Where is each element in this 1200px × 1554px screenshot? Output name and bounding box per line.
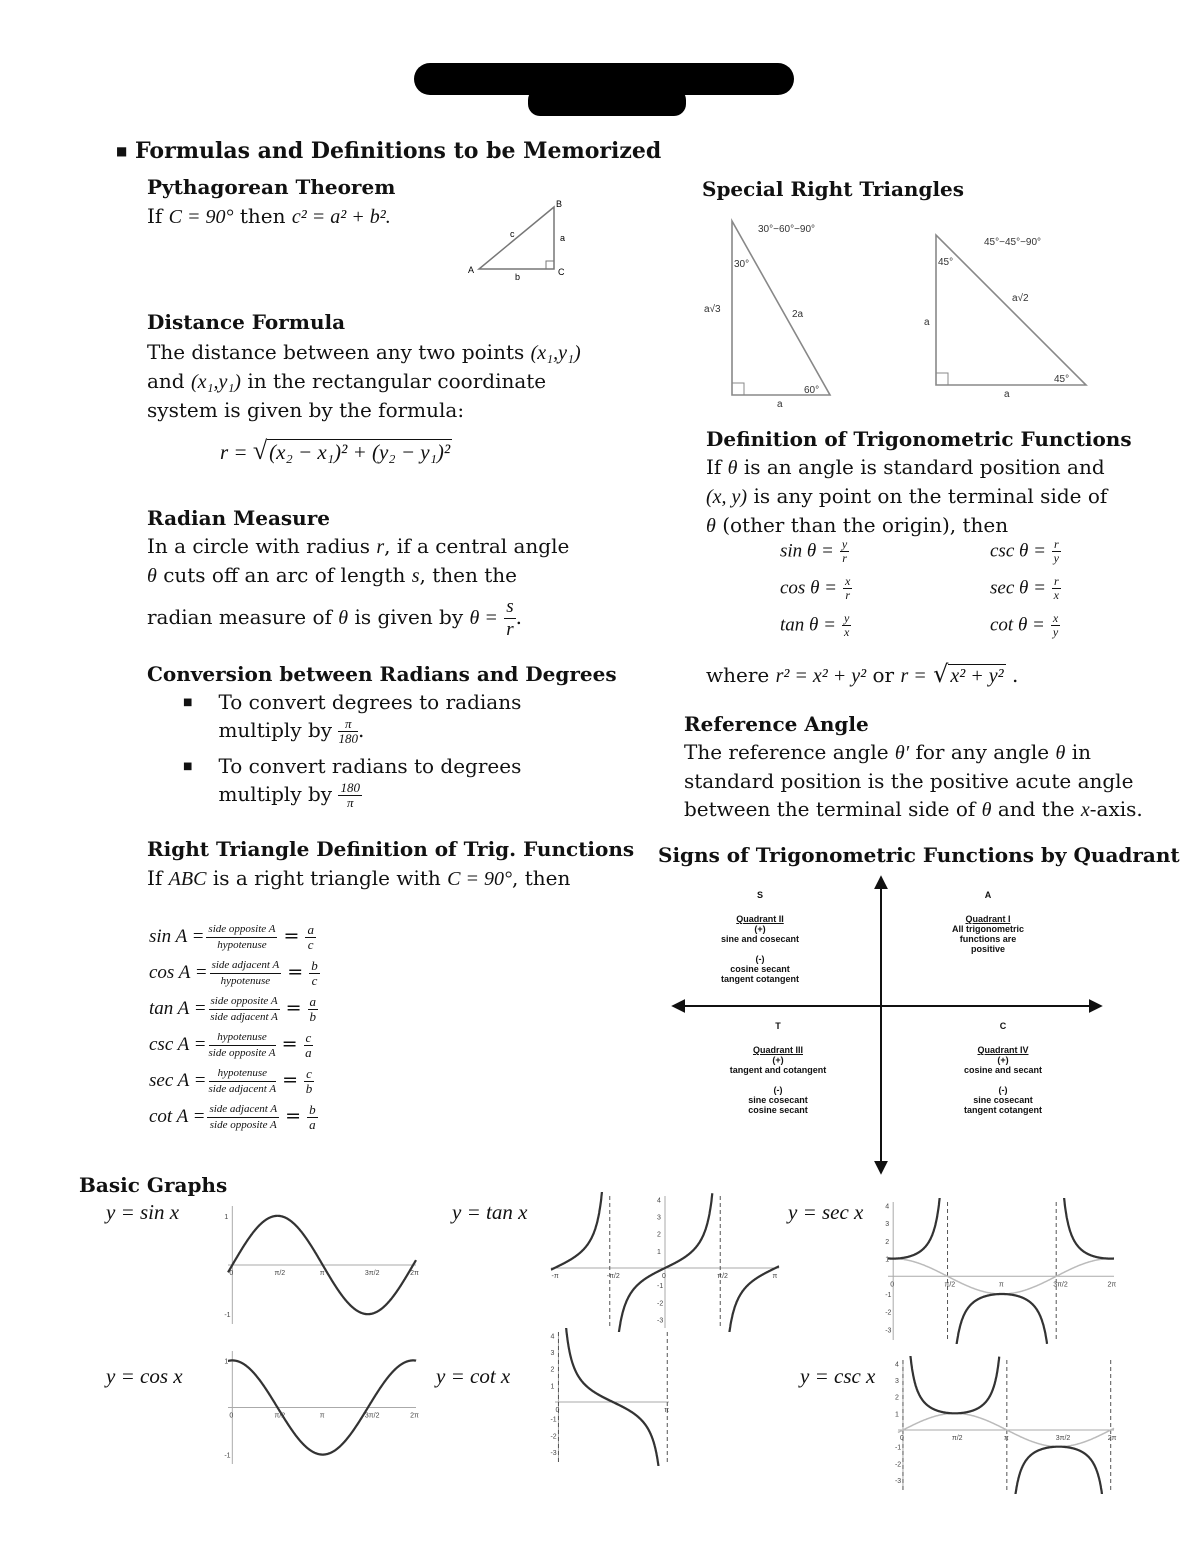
t30-name: 30°−60°−90° [758, 224, 816, 235]
x-tick-label: 2π [410, 1412, 419, 1420]
y-tick-label: -2 [894, 1461, 902, 1469]
side-c-label: c [510, 229, 515, 239]
x-tick-label: 3π/2 [364, 1412, 380, 1420]
x-tick-label: π [319, 1270, 325, 1277]
quadrant-4-label: C Quadrant IV (+) cosine and secant (-) sine cosecant tangent cotangent [963, 1021, 1043, 1115]
cos-graph [222, 1345, 422, 1470]
y-tick-label: 3 [894, 1378, 899, 1385]
trig-def-title: Definition of Trigonometric Functions [706, 427, 1132, 451]
t45-base: a [1004, 389, 1010, 400]
x-tick-label: 0 [899, 1435, 904, 1442]
function-curve [566, 1328, 658, 1466]
vertex-C-label: C [558, 267, 565, 277]
x-tick-label: 0 [229, 1270, 234, 1277]
vertex-A-label: A [468, 265, 475, 275]
y-tick-label: -1 [224, 1312, 231, 1320]
t30-left-side: a√3 [704, 304, 721, 315]
y-tick-label: 3 [885, 1221, 890, 1229]
tan-graph-label: y = tan x [452, 1200, 528, 1224]
y-tick-label: 3 [550, 1350, 555, 1357]
x-tick-label: π [772, 1273, 778, 1280]
y-tick-label: -1 [550, 1416, 557, 1424]
trig-def-function: tan θ = $\frac{y}{x}$ [780, 611, 850, 639]
x-tick-label: π/2 [274, 1270, 286, 1277]
csc-graph-label: y = csc x [800, 1364, 876, 1388]
section-title: Formulas and Definitions to be Memorized [135, 138, 662, 164]
y-tick-label: 1 [657, 1248, 661, 1256]
cot-graph [545, 1328, 675, 1466]
y-tick-label: -3 [885, 1327, 892, 1335]
y-tick-label: -1 [224, 1452, 231, 1460]
x-tick-label: π [319, 1412, 325, 1420]
y-tick-label: 4 [550, 1333, 555, 1341]
section-heading [116, 138, 661, 164]
t30-top-angle: 30° [734, 259, 750, 270]
x-tick-label: 2π [410, 1270, 419, 1277]
conversion-item-deg-to-rad: ■ To convert degrees to radians multiply by $\frac{\pi}{180}$ . [183, 690, 522, 746]
side-b-label: b [515, 272, 521, 282]
basic-graphs-title: Basic Graphs [79, 1173, 228, 1197]
distance-text: The distance between any two points (x₁,y₁) and (x₁,y₁) in the rectangular coordinate system is given by the formula: [147, 340, 581, 422]
x-tick-label: 3π/2 [1053, 1281, 1068, 1289]
redacted-subtitle-bar [528, 88, 686, 116]
quadrant-1-label: A Quadrant I All trigonometric functions are positive [951, 890, 1024, 954]
bullet-square-icon: ■ [183, 761, 193, 772]
reference-title: Reference Angle [684, 712, 869, 736]
x-tick-label: 2π [1107, 1281, 1117, 1289]
t45-top-angle: 45° [938, 257, 954, 268]
y-tick-label: -3 [894, 1478, 902, 1485]
cos-graph-label: y = cos x [106, 1364, 183, 1388]
distance-formula: r = √(x₂ − x₁)² + (y₂ − y₁)² [220, 436, 451, 465]
x-tick-label: 0 [662, 1273, 666, 1280]
t30-hyp: 2a [792, 309, 804, 320]
y-tick-label: 1 [224, 1213, 229, 1221]
x-tick-label: 0 [229, 1412, 234, 1420]
conversion-item-rad-to-deg: ■ To convert radians to degrees multiply by $\frac{180}{\pi}$ [183, 754, 522, 810]
y-tick-label: 2 [885, 1238, 890, 1246]
y-tick-label: -2 [657, 1300, 664, 1308]
sec-graph-label: y = sec x [788, 1200, 864, 1224]
trig-def-function: sec θ = $\frac{r}{x}$ [990, 574, 1059, 602]
x-tick-label: -π/2 [606, 1273, 620, 1280]
x-tick-label: 2π [1107, 1435, 1117, 1442]
ratio-row: sin A = $\frac{\text{side opposite A}}{\text{hypotenuse}}$ = $\frac{a}{c}$ [149, 921, 314, 952]
t45-name: 45°−45°−90° [984, 237, 1042, 248]
y-tick-label: 4 [894, 1361, 899, 1369]
radian-title: Radian Measure [147, 506, 330, 530]
x-tick-label: π/2 [951, 1435, 963, 1442]
ratio-row: csc A = $\frac{\text{hypotenuse}}{\text{side opposite A}}$ = $\frac{c}{a}$ [149, 1029, 312, 1060]
y-tick-label: -1 [657, 1283, 664, 1291]
y-tick-label: -3 [550, 1450, 557, 1457]
x-tick-label: 0 [890, 1281, 895, 1289]
y-tick-label: 2 [657, 1231, 661, 1239]
conversion-list [183, 688, 521, 810]
sin-graph-label: y = sin x [106, 1200, 180, 1224]
ratio-row: tan A = $\frac{\text{side opposite A}}{\text{side adjacent A}}$ = $\frac{a}{b}$ [149, 993, 317, 1024]
reference-text: The reference angle θ′ for any angle θ in standard position is the positive acute angle between the terminal side of θ and the x-axis. [684, 740, 1143, 821]
ratio-row: cos A = $\frac{\text{side adjacent A}}{\text{hypotenuse}}$ = $\frac{b}{c}$ [149, 957, 318, 988]
x-tick-label: π/2 [717, 1273, 728, 1280]
t30-bottom-angle: 60° [804, 385, 820, 396]
trig-def-function: cos θ = $\frac{x}{r}$ [780, 574, 851, 602]
x-tick-label: π/2 [944, 1281, 956, 1289]
distance-title: Distance Formula [147, 310, 346, 334]
side-a-label: a [560, 233, 566, 243]
x-tick-label: π [1003, 1435, 1009, 1442]
radian-text: In a circle with radius r, if a central angle θ cuts off an arc of length s, then the radian measure of θ is given by θ = $\frac{s}{r}$ . [147, 534, 570, 640]
y-tick-label: 1 [885, 1256, 890, 1264]
cot-graph-label: y = cot x [436, 1364, 511, 1388]
y-tick-label: -3 [657, 1317, 664, 1325]
conversion-title: Conversion between Radians and Degrees [147, 662, 617, 686]
y-tick-label: 4 [885, 1203, 890, 1211]
special-triangles-diagram [700, 215, 1100, 410]
special-triangles-title: Special Right Triangles [702, 177, 965, 201]
x-tick-label: 0 [555, 1407, 560, 1414]
quadrant-2-label: S Quadrant II (+) sine and cosecant (-) cosine secant tangent cotangent [720, 890, 800, 984]
y-tick-label: 1 [894, 1411, 899, 1419]
y-tick-label: 3 [657, 1214, 661, 1222]
quadrant-3-label: T Quadrant III (+) tangent and cotangent (-) sine cosecant cosine secant [729, 1021, 827, 1115]
trig-def-text: If θ is an angle is standard position and (x, y) is any point on the terminal side of θ (other than the origin), then [706, 455, 1108, 537]
trig-def-function: csc θ = $\frac{r}{y}$ [990, 537, 1059, 565]
right-triangle-title: Right Triangle Definition of Trig. Functions [147, 837, 635, 861]
y-tick-label: 2 [550, 1366, 555, 1374]
bullet-square-icon: ■ [183, 697, 193, 708]
trig-def-functions [780, 538, 1100, 649]
y-tick-label: -2 [885, 1309, 892, 1317]
x-tick-label: π/2 [274, 1412, 286, 1420]
right-triangle-intro: If ABC is a right triangle with C = 90°, then [147, 866, 571, 890]
trig-def-function: cot θ = $\frac{x}{y}$ [990, 611, 1059, 639]
t30-base: a [777, 399, 783, 410]
tan-graph [545, 1192, 785, 1332]
x-tick-label: 3π/2 [364, 1270, 380, 1277]
y-tick-label: 1 [224, 1358, 229, 1366]
t45-bottom-angle: 45° [1054, 374, 1070, 385]
y-tick-label: 1 [550, 1383, 555, 1391]
right-triangle-ratios [149, 918, 320, 1134]
y-tick-label: -2 [550, 1433, 557, 1441]
sec-graph [880, 1198, 1120, 1344]
pythagorean-triangle-diagram [460, 195, 580, 285]
pythagorean-title: Pythagorean Theorem [147, 175, 396, 199]
trig-def-function: sin θ = $\frac{y}{r}$ [780, 537, 848, 565]
ratio-row: sec A = $\frac{\text{hypotenuse}}{\text{side adjacent A}}$ = $\frac{c}{b}$ [149, 1065, 313, 1096]
x-tick-label: π [664, 1407, 670, 1414]
signs-title: Signs of Trigonometric Functions by Quadrant [658, 843, 1180, 867]
t45-left-side: a [924, 317, 930, 328]
pythagorean-statement: If C = 90° then c² = a² + b². [147, 204, 391, 228]
y-tick-label: -1 [885, 1292, 892, 1299]
t45-hyp: a√2 [1012, 293, 1029, 304]
trig-def-where: where r² = x² + y² or r = √ x² + y² . [706, 660, 1019, 688]
ratio-row: cot A = $\frac{\text{side adjacent A}}{\text{side opposite A}}$ = $\frac{b}{a}$ [149, 1101, 316, 1132]
x-tick-label: 3π/2 [1055, 1435, 1071, 1442]
vertex-B-label: B [556, 199, 563, 209]
function-curve [888, 1198, 1114, 1344]
sin-graph [222, 1200, 422, 1330]
y-tick-label: 4 [657, 1197, 661, 1205]
y-tick-label: 2 [894, 1394, 899, 1402]
x-tick-label: -π [551, 1273, 559, 1280]
y-tick-label: -1 [894, 1444, 902, 1452]
csc-graph [890, 1356, 1120, 1494]
bullet-square-icon: ■ [116, 144, 128, 158]
x-tick-label: π [998, 1281, 1004, 1289]
function-curve [910, 1356, 1102, 1494]
